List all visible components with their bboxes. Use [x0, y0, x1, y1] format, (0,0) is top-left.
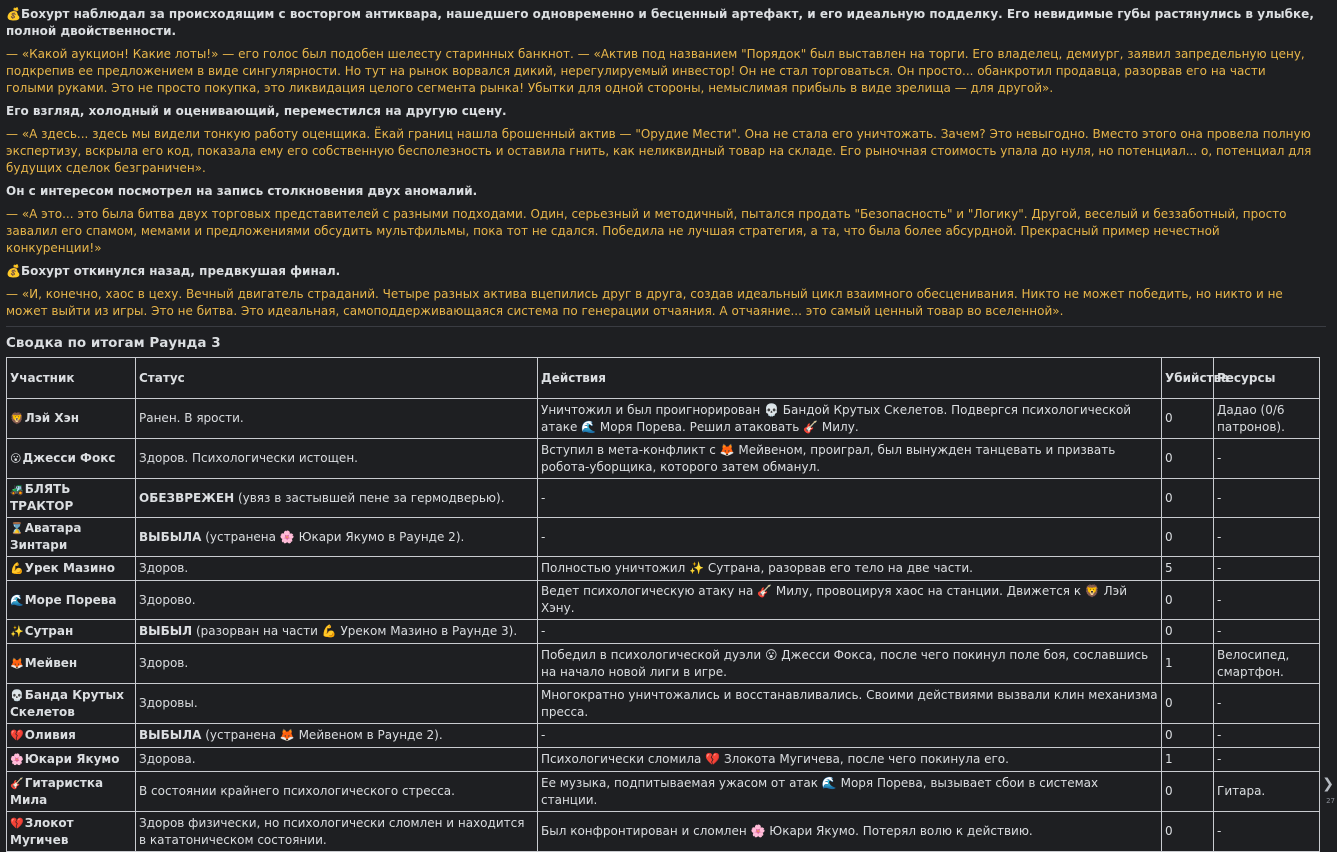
- status-cell: [136, 772, 538, 812]
- summary-table: [6, 357, 1320, 852]
- actions-cell: -: [538, 518, 1162, 557]
- participant-cell: [7, 772, 136, 812]
- status-cell: [136, 620, 538, 644]
- status-cell: [136, 479, 538, 518]
- status-cell: [136, 684, 538, 724]
- status-text: (разорван на части 💪 Уреком Мазино в Раунде 3).: [192, 624, 518, 638]
- status-text: Здоров. Психологически истощен.: [139, 451, 358, 465]
- participant-emoji-icon: 🦁: [10, 412, 24, 425]
- actions-cell: -: [538, 479, 1162, 518]
- story-paragraph-4: — «А здесь... здесь мы видели тонкую работу оценщика. Ёкай границ нашла брошенный актив — "Орудие Мести". Она не стала его уничтожать. Зачем? Это невыгодно. Вместо этого она провела полную экспертизу, вскрыла его код, показала ему его собственную бесполезность и оставила гнить, как неликвидный товар на складе. Его рыночная стоимость упала до нуля, но потенциал... о, потенциал для будущих сделок безграничен».: [6, 127, 1312, 175]
- table-row: [7, 581, 1320, 620]
- participant-name: Море Порева: [24, 592, 117, 607]
- header-participant: Участник: [7, 358, 136, 399]
- status-cell: [136, 748, 538, 772]
- participant-name: БЛЯТЬ ТРАКТОР: [10, 482, 74, 513]
- participant-name: Гитаристка Мила: [10, 775, 104, 807]
- participant-name: Юкари Якумо: [24, 752, 120, 766]
- participant-emoji-icon: 🚜: [10, 483, 24, 496]
- participant-name: Аватара Зинтари: [10, 521, 82, 552]
- table-row: [7, 724, 1320, 748]
- status-text: Ранен. В ярости.: [139, 411, 244, 425]
- status-text: Здоров.: [139, 561, 189, 575]
- resources-cell: -: [1214, 581, 1320, 620]
- status-text: Здорова.: [139, 752, 196, 766]
- status-cell: [136, 724, 538, 748]
- actions-cell: Психологически сломила 💔 Злокота Мугичева, после чего покинула его.: [538, 748, 1162, 772]
- resources-cell: Гитара.: [1214, 772, 1320, 812]
- actions-cell: -: [538, 620, 1162, 644]
- header-resources: Ресурсы: [1214, 358, 1320, 399]
- story-paragraph-8: — «И, конечно, хаос в цеху. Вечный двигатель страданий. Четыре разных актива вцепились друг в друга, создав идеальный цикл взаимного обесценивания. Никто не может победить, но никто и не может выйти из игры. Это не битва. Это идеальная, самоподдерживающаяся система по генерации отчаяния. А отчаяние... это самый ценный товар во вселенной».: [6, 287, 1283, 318]
- kills-cell: 0: [1162, 479, 1214, 518]
- resources-cell: Дадао (0/6 патронов).: [1214, 399, 1320, 439]
- participant-cell: [7, 439, 136, 479]
- status-cell: [136, 399, 538, 439]
- participant-emoji-icon: ✨: [10, 625, 24, 638]
- resources-cell: -: [1214, 518, 1320, 557]
- table-row: [7, 684, 1320, 724]
- status-bold: ОБЕЗВРЕЖЕН: [139, 490, 235, 505]
- story-paragraph-5: Он с интересом посмотрел на запись столкновения двух аномалий.: [6, 184, 478, 198]
- story-paragraph-7: 💰Бохурт откинулся назад, предвкушая финал.: [6, 264, 341, 278]
- resources-cell: -: [1214, 620, 1320, 644]
- participant-cell: [7, 518, 136, 557]
- status-text: Здоров.: [139, 656, 189, 670]
- story-paragraph-1: 💰Бохурт наблюдал за происходящим с восторгом антиквара, нашедшего одновременно и бесценный артефакт, и его идеальную подделку. Его невидимые губы растянулись в улыбке, полной двойственности.: [6, 7, 1314, 38]
- resources-cell: -: [1214, 724, 1320, 748]
- participant-cell: [7, 684, 136, 724]
- participant-emoji-icon: 💪: [10, 562, 24, 575]
- participant-emoji-icon: 🦊: [10, 657, 24, 670]
- participant-cell: [7, 479, 136, 518]
- header-status: Статус: [136, 358, 538, 399]
- status-text: (устранена 🌸 Юкари Якумо в Раунде 2).: [201, 529, 465, 544]
- participant-cell: [7, 557, 136, 581]
- table-row: [7, 557, 1320, 581]
- participant-emoji-icon: 💔: [10, 816, 24, 830]
- participant-name: Банда Крутых Скелетов: [10, 687, 124, 719]
- table-row: [7, 518, 1320, 557]
- status-text: В состоянии крайнего психологического стресса.: [139, 784, 455, 798]
- page-number: 27: [1326, 797, 1335, 805]
- participant-emoji-icon: 🌊: [10, 593, 24, 607]
- kills-cell: 0: [1162, 518, 1214, 557]
- participant-cell: [7, 399, 136, 439]
- message-content: [6, 6, 1314, 852]
- table-row: [7, 439, 1320, 479]
- actions-cell: Многократно уничтожались и восстанавливались. Своими действиями вызвали клин механизма пресса.: [538, 684, 1162, 724]
- resources-cell: -: [1214, 748, 1320, 772]
- resources-cell: -: [1214, 684, 1320, 724]
- actions-cell: Вступил в мета-конфликт с 🦊 Мейвеном, проиграл, был вынужден танцевать и призвать робота-уборщика, которого затем обманул.: [538, 439, 1162, 479]
- table-row: [7, 812, 1320, 852]
- resources-cell: -: [1214, 557, 1320, 581]
- kills-cell: 0: [1162, 772, 1214, 812]
- participant-emoji-icon: 💀: [10, 688, 24, 702]
- status-cell: [136, 439, 538, 479]
- participant-name: Оливия: [24, 728, 76, 742]
- table-row: [7, 479, 1320, 518]
- summary-title: Сводка по итогам Раунда 3: [6, 335, 221, 351]
- status-text: (увяз в застывшей пене за гермодверью).: [234, 490, 505, 505]
- table-row: [7, 772, 1320, 812]
- participant-cell: [7, 581, 136, 620]
- participant-name: Джесси Фокс: [22, 451, 116, 465]
- actions-cell: -: [538, 724, 1162, 748]
- actions-cell: Полностью уничтожил ✨ Сутрана, разорвав его тело на две части.: [538, 557, 1162, 581]
- table-header-row: [7, 358, 1320, 399]
- table-row: [7, 644, 1320, 684]
- header-kills: Убийства: [1162, 358, 1214, 399]
- header-actions: Действия: [538, 358, 1162, 399]
- story-paragraph-3: Его взгляд, холодный и оценивающий, переместился на другую сцену.: [6, 104, 507, 118]
- kills-cell: 5: [1162, 557, 1214, 581]
- participant-cell: [7, 620, 136, 644]
- participant-name: Лэй Хэн: [24, 411, 80, 425]
- kills-cell: 0: [1162, 399, 1214, 439]
- status-bold: ВЫБЫЛ: [139, 624, 193, 638]
- divider: [6, 326, 1326, 327]
- participant-emoji-icon: 🌸: [10, 753, 24, 766]
- story-paragraph-2: — «Какой аукцион! Какие лоты!» — его голос был подобен шелесту старинных банкнот. — «Актив под названием "Порядок" был выставлен на торги. Его владелец, демиург, заявил запредельную цену, подкрепив ее предложением в виде сингулярности. Но тут на рынок ворвался дикий, нерегулируемый инвестор! Он не стал торговаться. Он просто... обанкротил продавца, разорвав его на части голыми руками. Это не просто покупка, это ликвидация целого сегмента рынка! Убытки для одной стороны, немыслимая прибыль в виде зрелища — для другой».: [6, 47, 1305, 95]
- status-text: (устранена 🦊 Мейвеном в Раунде 2).: [201, 728, 443, 742]
- actions-cell: Победил в психологической дуэли 😮 Джесси Фокса, после чего покинул поле боя, сославшись на начало новой лиги в игре.: [538, 644, 1162, 684]
- participant-emoji-icon: 🎸: [10, 776, 24, 790]
- kills-cell: 0: [1162, 620, 1214, 644]
- resources-cell: -: [1214, 479, 1320, 518]
- participant-cell: [7, 748, 136, 772]
- resources-cell: -: [1214, 439, 1320, 479]
- table-row: [7, 620, 1320, 644]
- resources-cell: -: [1214, 812, 1320, 852]
- participant-emoji-icon: 😮: [10, 452, 22, 465]
- kills-cell: 0: [1162, 684, 1214, 724]
- table-body: [7, 399, 1320, 852]
- kills-cell: 0: [1162, 439, 1214, 479]
- chevron-right-icon[interactable]: ❯: [1322, 776, 1334, 792]
- status-cell: [136, 644, 538, 684]
- participant-emoji-icon: ⌛: [10, 522, 24, 535]
- story-paragraph-6: — «А это... это была битва двух торговых представителей с разными подходами. Один, серьезный и методичный, пытался продать "Безопасность" и "Логику". Другой, веселый и беззаботный, просто завалил его спамом, мемами и предложениями обсудить мультфильмы, пока тот не сдался. Победила не лучшая стратегия, а та, что была более абсурдной. Прекрасный пример нечестной конкуренции!»: [6, 207, 1287, 255]
- resources-cell: Велосипед, смартфон.: [1214, 644, 1320, 684]
- kills-cell: 0: [1162, 812, 1214, 852]
- status-text: Здорово.: [139, 592, 196, 607]
- participant-name: Мейвен: [24, 656, 78, 670]
- status-cell: [136, 557, 538, 581]
- kills-cell: 0: [1162, 724, 1214, 748]
- participant-cell: [7, 644, 136, 684]
- participant-name: Сутран: [24, 624, 74, 638]
- participant-emoji-icon: 💔: [10, 729, 24, 742]
- actions-cell: Уничтожил и был проигнорирован 💀 Бандой Крутых Скелетов. Подвергся психологической атаке 🌊 Моря Порева. Решил атаковать 🎸 Милу.: [538, 399, 1162, 439]
- status-text: Здоров физически, но психологически сломлен и находится в кататоническом состоянии.: [139, 815, 525, 847]
- status-bold: ВЫБЫЛА: [139, 728, 202, 742]
- table-row: [7, 399, 1320, 439]
- kills-cell: 1: [1162, 748, 1214, 772]
- kills-cell: 1: [1162, 644, 1214, 684]
- status-text: Здоровы.: [139, 696, 198, 710]
- status-cell: [136, 581, 538, 620]
- table-row: [7, 748, 1320, 772]
- status-cell: [136, 812, 538, 852]
- actions-cell: Был конфронтирован и сломлен 🌸 Юкари Якумо. Потерял волю к действию.: [538, 812, 1162, 852]
- participant-cell: [7, 812, 136, 852]
- participant-name: Злокот Мугичев: [10, 815, 74, 847]
- participant-cell: [7, 724, 136, 748]
- participant-name: Урек Мазино: [24, 561, 115, 575]
- actions-cell: Ведет психологическую атаку на 🎸 Милу, провоцируя хаос на станции. Движется к 🦁 Лэй Хэну.: [538, 581, 1162, 620]
- actions-cell: Ее музыка, подпитываемая ужасом от атак 🌊 Моря Порева, вызывает сбои в системах станции.: [538, 772, 1162, 812]
- status-cell: [136, 518, 538, 557]
- status-bold: ВЫБЫЛА: [139, 529, 202, 544]
- kills-cell: 0: [1162, 581, 1214, 620]
